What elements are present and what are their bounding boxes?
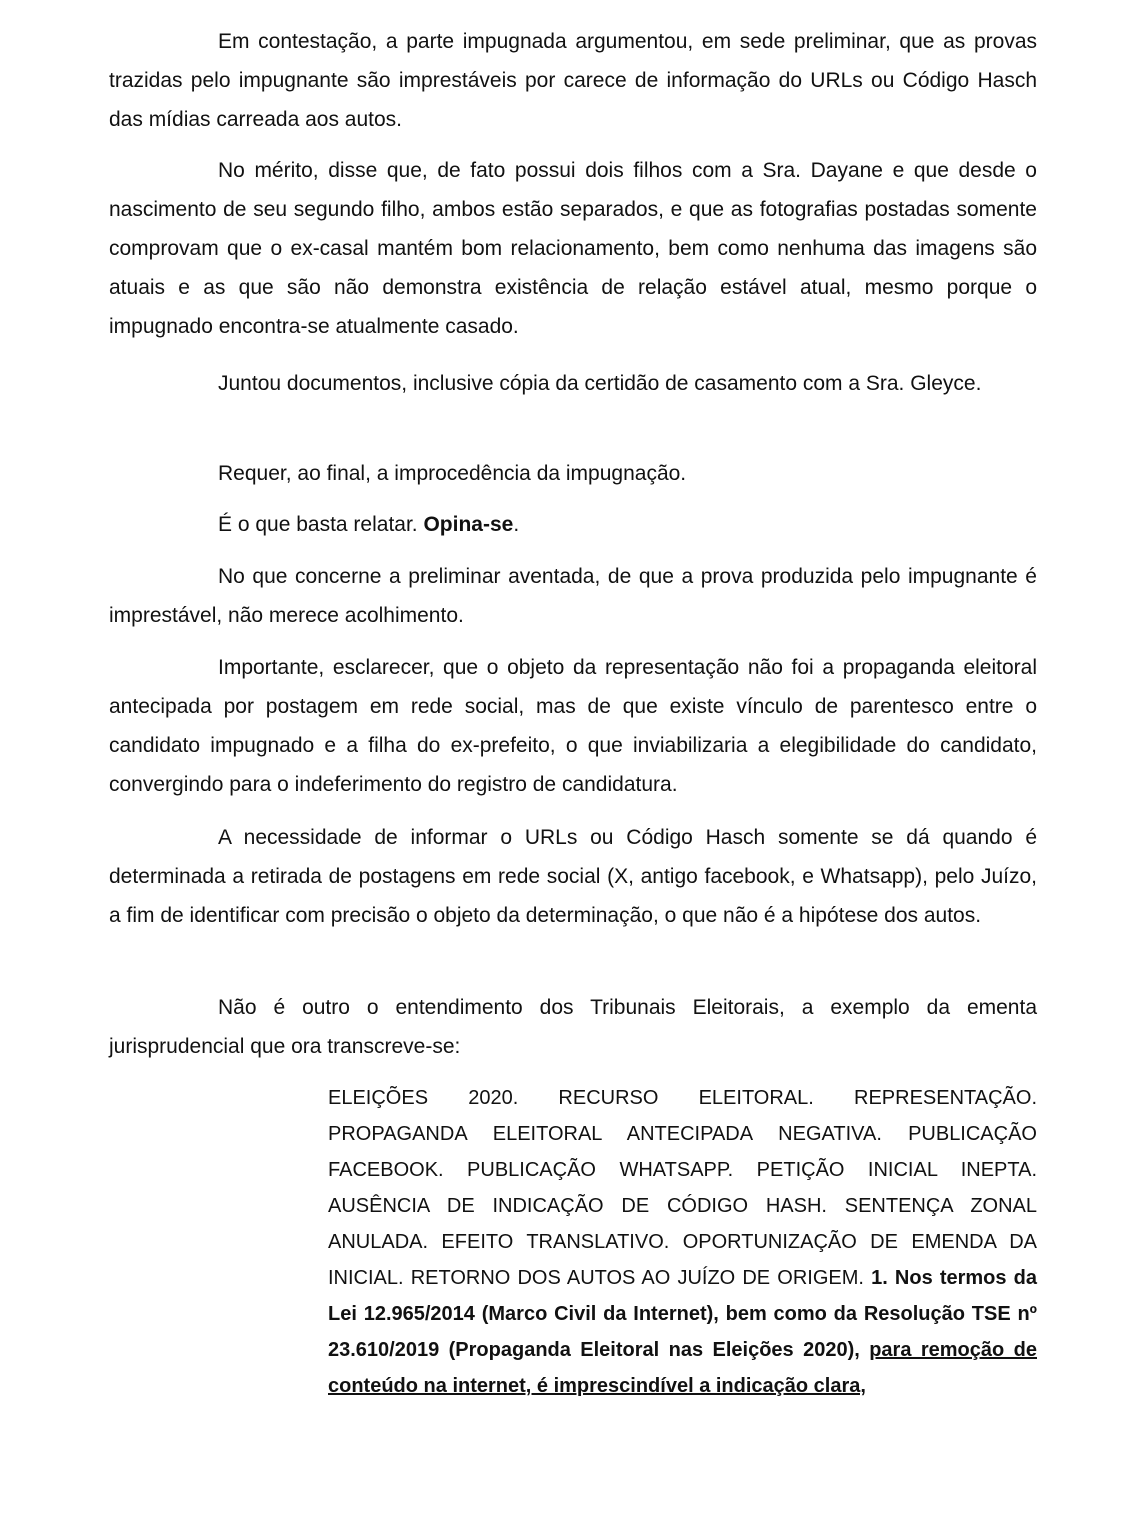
opina-se-bold: Opina-se xyxy=(423,513,514,536)
paragraph-entendimento: Não é outro o entendimento dos Tribunais Eleitorais, a exemplo da ementa jurisprudencial que ora transcreve-se: xyxy=(109,996,1037,1058)
paragraph-documentos: Juntou documentos, inclusive cópia da certidão de casamento com a Sra. Gleyce. xyxy=(218,372,982,395)
ementa-bold-text: 1. Nos termos da Lei 12.965/2014 (Marco Civil da Internet), bem como da Resolução TSE nº 23.610/2019 (Propaganda Eleitoral nas Eleições 2020), xyxy=(328,1267,1037,1361)
paragraph-necessidade: A necessidade de informar o URLs ou Código Hasch somente se dá quando é determinada a retirada de postagens em rede social (X, antigo facebook, e Whatsapp), pelo Juízo, a fim de identificar com precisão o objeto da determinação, o que não é a hipótese dos autos. xyxy=(109,826,1037,927)
paragraph-merito: No mérito, disse que, de fato possui dois filhos com a Sra. Dayane e que desde o nascimento de seu segundo filho, ambos estão separados, e que as fotografias postadas somente comprovam que o ex-casal mantém bom relacionamento, bem como nenhuma das imagens são atuais e as que são não demonstra existência de relação estável atual, mesmo porque o impugnado encontra-se atualmente casado. xyxy=(109,159,1037,338)
ementa-quote xyxy=(328,1080,1037,1404)
ementa-underlined-text: para remoção de conteúdo na internet, é imprescindível a indicação clara, xyxy=(328,1339,1037,1397)
paragraph-relatar xyxy=(109,505,1037,544)
paragraph-importante: Importante, esclarecer, que o objeto da representação não foi a propaganda eleitoral antecipada por postagem em rede social, mas de que existe vínculo de parentesco entre o candidato impugnado e a filha do ex-prefeito, o que inviabilizaria a elegibilidade do candidato, convergindo para o indeferimento do registro de candidatura. xyxy=(109,656,1037,796)
paragraph-contestacao: Em contestação, a parte impugnada argumentou, em sede preliminar, que as provas trazidas pelo impugnante são imprestáveis por carece de informação do URLs ou Código Hasch das mídias carreada aos autos. xyxy=(109,30,1037,131)
paragraph-relatar-end: . xyxy=(513,513,520,536)
paragraph-requer: Requer, ao final, a improcedência da impugnação. xyxy=(218,462,687,485)
ementa-normal-text: ELEIÇÕES 2020. RECURSO ELEITORAL. REPRESENTAÇÃO. PROPAGANDA ELEITORAL ANTECIPADA NEGATIVA. PUBLICAÇÃO FACEBOOK. PUBLICAÇÃO WHATSAPP. PETIÇÃO INICIAL INEPTA. AUSÊNCIA DE INDICAÇÃO DE CÓDIGO HASH. SENTENÇA ZONAL ANULADA. EFEITO TRANSLATIVO. OPORTUNIZAÇÃO DE EMENDA DA INICIAL. RETORNO DOS AUTOS AO JUÍZO DE ORIGEM. xyxy=(328,1087,1037,1289)
paragraph-relatar-text: É o que basta relatar. xyxy=(218,513,424,536)
paragraph-preliminar: No que concerne a preliminar aventada, de que a prova produzida pelo impugnante é imprestável, não merece acolhimento. xyxy=(109,565,1037,627)
